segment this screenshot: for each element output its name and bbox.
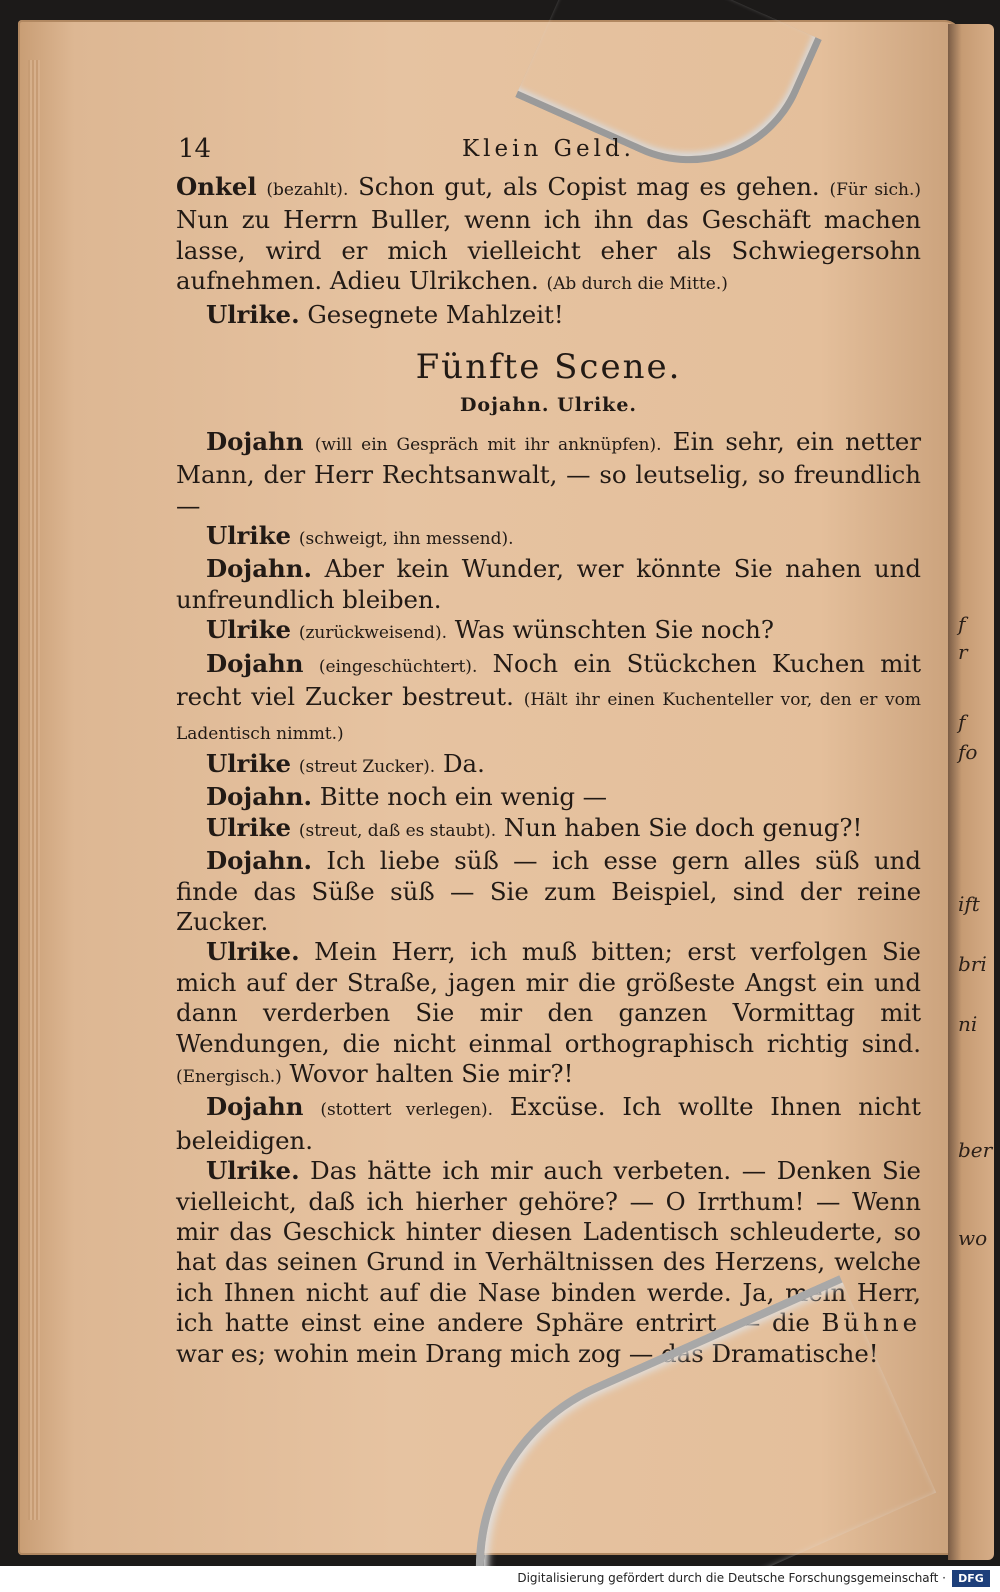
margin-fragment: ni xyxy=(958,1012,978,1036)
speaker: Ulrike xyxy=(206,615,292,645)
stage-direction: (bezahlt). xyxy=(266,180,349,200)
speech-text: Schon gut, als Copist mag es gehen. xyxy=(348,172,830,201)
stage-direction: (schweigt, ihn messend). xyxy=(298,529,514,550)
speech-text: Gesegnete Mahlzeit! xyxy=(299,299,564,329)
speech-dojahn xyxy=(176,782,921,812)
speech-text: Ich liebe süß — ich esse gern alles süß und finde das Süße süß — Sie zum Beispiel, sind der reine Zucker. xyxy=(176,846,921,936)
speaker: Ulrike xyxy=(206,812,292,842)
stage-direction: (Ab durch die Mitte.) xyxy=(546,274,728,295)
speaker: Dojahn. xyxy=(206,846,313,876)
speech-text: Nun zu Herrn Buller, wenn ich ihn das Geschäft machen lasse, wird er mich vielleicht eher als Schwiegersohn aufnehmen. Adieu Ulrikchen. xyxy=(176,205,921,296)
speech-text: Aber kein Wunder, wer könnte Sie nahen und unfreundlich bleiben. xyxy=(176,554,921,614)
speech-text: war es; wohin mein Drang mich zog — das Dramatische! xyxy=(176,1338,879,1368)
speech-ulrike xyxy=(176,937,921,1092)
stage-direction: (will ein Gespräch mit ihr anknüpfen). xyxy=(314,434,662,455)
speech-onkel xyxy=(176,172,921,300)
speaker: Dojahn. xyxy=(206,782,313,812)
speech-ulrike xyxy=(176,813,921,846)
speech-dojahn xyxy=(176,649,921,749)
speaker: Dojahn xyxy=(206,426,304,456)
speaker: Ulrike xyxy=(206,748,292,778)
speech-dojahn xyxy=(176,1092,921,1156)
speech-text: Wovor halten Sie mir?! xyxy=(281,1058,574,1088)
stage-direction: (zurückweisend). xyxy=(298,623,447,644)
speaker: Ulrike. xyxy=(206,299,300,329)
stage-direction: (Energisch.) xyxy=(176,1066,282,1087)
stage-direction: (Für sich.) xyxy=(829,180,921,200)
speech-text: Mein Herr, ich muß bitten; erst verfolgen Sie mich auf der Straße, jagen mir die größeste Angst ein und dann verderben Sie mir den ganzen Vormittag mit Wendungen, die nicht einmal orthographisch richtig sind. xyxy=(176,937,921,1058)
speech-text: Da. xyxy=(435,748,485,778)
margin-fragment: f xyxy=(958,710,966,734)
speaker: Dojahn xyxy=(206,648,304,678)
scene-title: Fünfte Scene. xyxy=(415,347,682,388)
speech-ulrike xyxy=(176,615,921,648)
speech-text: Bitte noch ein wenig — xyxy=(312,782,608,812)
speech-text: Excüse. Ich wollte Ihnen nicht beleidigen. xyxy=(176,1092,921,1155)
margin-fragment: ift xyxy=(958,892,980,916)
stage-direction: (streut, daß es staubt). xyxy=(298,820,497,841)
speech-text: Was wünschten Sie noch? xyxy=(446,615,774,645)
scene-persons: Dojahn. Ulrike. xyxy=(459,394,638,417)
speaker: Onkel xyxy=(176,172,257,201)
margin-fragment: bri xyxy=(958,952,987,976)
margin-fragment: r xyxy=(958,640,968,664)
speech-dojahn xyxy=(176,554,921,615)
speech-text: Nun haben Sie doch genug?! xyxy=(496,812,863,842)
speaker: Dojahn xyxy=(206,1092,304,1122)
margin-fragment: f xyxy=(958,612,966,636)
speech-dojahn xyxy=(176,846,921,937)
spaced-word: Bühne xyxy=(821,1308,921,1338)
page-header xyxy=(176,134,921,168)
footer-credit: Digitalisierung gefördert durch die Deutsche Forschungsgemeinschaft · xyxy=(517,1571,946,1585)
stage-direction: (Hält ihr einen Kuchenteller vor, den er vom Ladentisch nimmt.) xyxy=(176,690,921,744)
page-edges xyxy=(28,60,40,1520)
stage-direction: (streut Zucker). xyxy=(298,756,436,777)
stage-direction: (stottert verlegen). xyxy=(320,1100,494,1121)
speech-text: Noch ein Stückchen Kuchen mit recht viel Zucker bestreut. xyxy=(176,648,921,712)
dfg-logo: DFG xyxy=(952,1570,990,1587)
speech-dojahn xyxy=(176,427,921,521)
next-page-edge xyxy=(948,24,994,1560)
stage-direction: (eingeschüchtert). xyxy=(318,656,478,677)
running-title: Klein Geld. xyxy=(461,136,635,162)
page-text xyxy=(176,134,921,1369)
page-number: 14 xyxy=(178,134,212,164)
margin-fragment: fo xyxy=(958,740,978,764)
digitization-footer xyxy=(0,1566,1000,1592)
speech-text: Ein sehr, ein netter Mann, der Herr Rechtsanwalt, — so leutselig, so freundlich — xyxy=(176,426,921,520)
speaker: Ulrike xyxy=(206,521,292,551)
speaker: Dojahn. xyxy=(206,554,313,584)
speech-text: Das hätte ich mir auch verbeten. — Denken Sie vielleicht, daß ich hierher gehöre? — O Irrthum! — Wenn mir das Geschick hinter diesen Ladentisch schleuderte, so hat das seinen Grund in Verhältnissen des Herzens, welche ich Ihnen nicht auf die Nase binden werde. Ja, mein Herr, ich hatte einst eine andere Sphäre entrirt, — die xyxy=(176,1156,921,1338)
speaker: Ulrike. xyxy=(206,937,300,967)
speech-ulrike xyxy=(176,521,921,554)
margin-fragment: ber xyxy=(958,1138,993,1162)
margin-fragment: wo xyxy=(958,1226,988,1250)
speech-ulrike xyxy=(176,300,921,330)
speaker: Ulrike. xyxy=(206,1156,300,1186)
speech-ulrike xyxy=(176,749,921,782)
